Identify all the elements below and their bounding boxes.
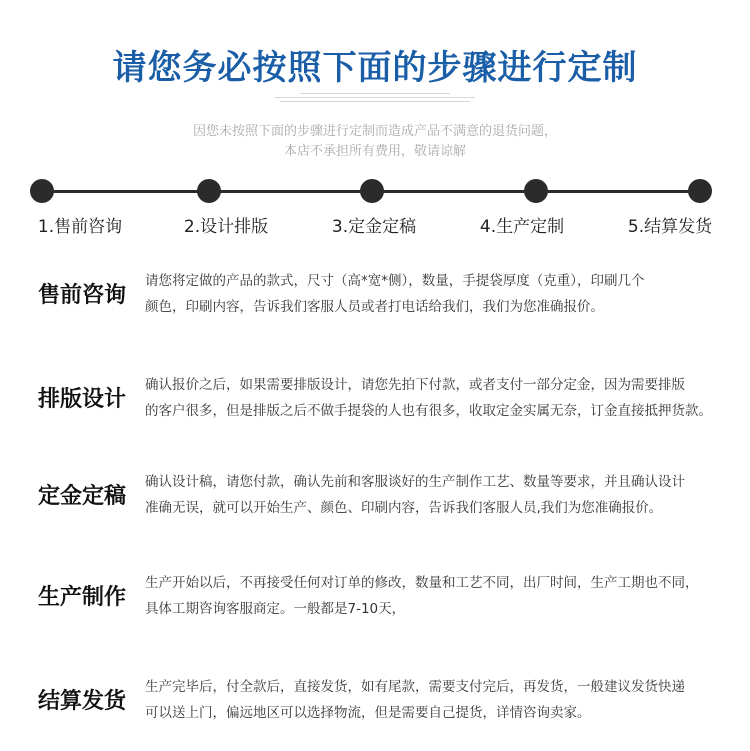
section-text-line-2: 准确无误，就可以开始生产、颜色、印刷内容，告诉我们客服人员,我们为您准确报价。 — [145, 500, 663, 516]
section-text — [145, 570, 735, 622]
section-text-line-1: 请您将定做的产品的款式，尺寸（高*宽*侧），数量，手提袋厚度（克重），印刷几个 — [145, 273, 645, 289]
step-label-5: 5.结算发货 — [627, 217, 713, 237]
section-text — [145, 268, 735, 320]
section-heading: 生产制作 — [38, 585, 127, 610]
steps-timeline — [0, 178, 750, 238]
step-label-2: 2.设计排版 — [183, 217, 269, 237]
section-text-line-2: 可以送上门，偏远地区可以选择物流，但是需要自己提货，详情咨询卖家。 — [145, 705, 591, 721]
step-label-3: 3.定金定稿 — [331, 217, 417, 237]
notice-line-2: 本店不承担所有费用，敬请谅解 — [283, 144, 466, 159]
section-text-line-2: 具体工期咨询客服商定。一般都是7-10天， — [145, 601, 406, 617]
section-text — [145, 469, 735, 521]
step-dot-5 — [688, 179, 712, 203]
section-text-line-1: 确认设计稿，请您付款，确认先前和客服谈好的生产制作工艺、数量等要求，并且确认设计 — [145, 474, 685, 490]
step-dot-4 — [524, 179, 548, 203]
step-dot-3 — [360, 179, 384, 203]
step-dot-2 — [197, 179, 221, 203]
notice-line-1: 因您未按照下面的步骤进行定制而造成产品不满意的退货问题， — [192, 124, 557, 139]
decorative-fine-print — [270, 90, 480, 105]
section-heading: 结算发货 — [38, 689, 127, 714]
section-text-line-1: 确认报价之后，如果需要排版设计，请您先拍下付款，或者支付一部分定金，因为需要排版 — [145, 377, 685, 393]
step-dot-1 — [30, 179, 54, 203]
step-label-4: 4.生产定制 — [479, 217, 565, 237]
section-heading: 定金定稿 — [38, 484, 127, 509]
section-text-line-1: 生产完毕后，付全款后，直接发货，如有尾款，需要支付完后，再发货，一般建议发货快递 — [145, 679, 685, 695]
notice — [0, 122, 750, 162]
section-text-line-1: 生产开始以后，不再接受任何对订单的修改，数量和工艺不同，出厂时间，生产工期也不同， — [145, 575, 699, 591]
section-text — [145, 372, 735, 424]
section-heading: 售前咨询 — [38, 283, 127, 308]
step-label-1: 1.售前咨询 — [37, 217, 123, 237]
section-heading: 排版设计 — [38, 387, 127, 412]
section-text — [145, 674, 735, 726]
section-text-line-2: 的客户很多，但是排版之后不做手提袋的人也有很多，收取定金实属无奈，订金直接抵押货款。 — [145, 403, 712, 419]
section-text-line-2: 颜色，印刷内容，告诉我们客服人员或者打电话给我们，我们为您准确报价。 — [145, 299, 604, 315]
page-title: 请您务必按照下面的步骤进行定制 — [112, 48, 638, 88]
